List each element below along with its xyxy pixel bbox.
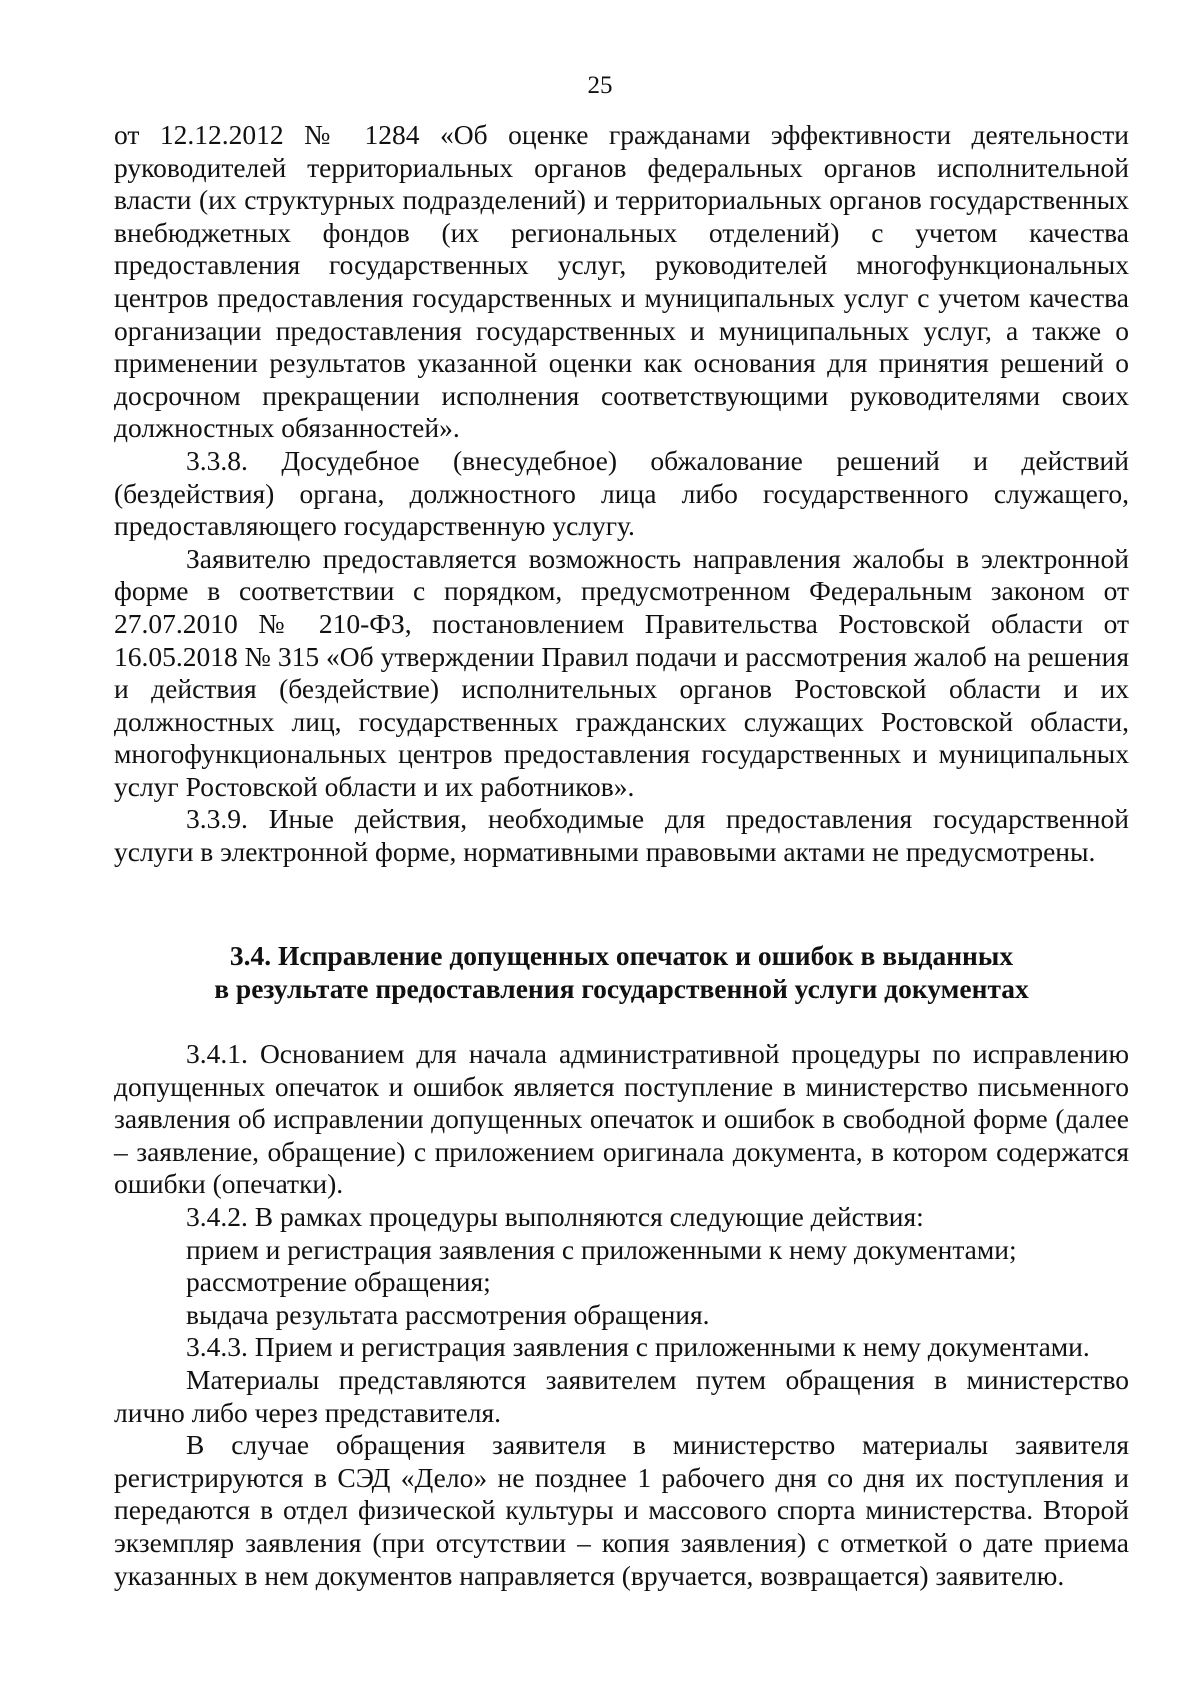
page-number: 25	[587, 72, 613, 99]
paragraph-3-4-1: 3.4.1. Основанием для начала административной процедуры по исправлению допущенных опечаток и ошибок является поступление в министерство письменного заявления об исправлении допущенных опечаток и ошибок в свободной форме (далее – заявление, обращение) с приложением оригинала документа, в котором содержатся ошибки (опечатки).	[114, 1038, 1129, 1200]
paragraph-materials: Материалы представляются заявителем путем обращения в министерство лично либо через представителя.	[114, 1363, 1129, 1428]
paragraph-complaint-electronic: Заявителю предоставляется возможность направления жалобы в электронной форме в соответствии с порядком, предусмотренном Федеральным законом от 27.07.2010 № 210-ФЗ, постановлением Правительства Ростовской области от 16.05.2018 № 315 «Об утверждении Правил подачи и рассмотрения жалоб на решения и действия (бездействие) исполнительных органов Ростовской области и их должностных лиц, государственных гражданских служащих Ростовской области, многофункциональных центров предоставления государственных и муниципальных услуг Ростовской области и их работников».	[114, 542, 1129, 802]
text-block-upper	[114, 119, 1129, 869]
section-heading-line-1: 3.4. Исправление допущенных опечаток и ошибок в выданных	[229, 940, 1014, 971]
section-heading-line-2: в результате предоставления государственной услуги документах	[214, 972, 1029, 1004]
list-item-result: выдача результата рассмотрения обращения.	[186, 1298, 710, 1330]
paragraph-3-4-3: 3.4.3. Прием и регистрация заявления с приложенными к нему документами.	[186, 1331, 1090, 1363]
paragraph-registration: В случае обращения заявителя в министерство материалы заявителя регистрируются в СЭД «Дело» не позднее 1 рабочего дня со дня их поступления и передаются в отдел физической культуры и массового спорта министерства. Второй экземпляр заявления (при отсутствии – копия заявления) с отметкой о дате приема указанных в нем документов направляется (вручается, возвращается) заявителю.	[114, 1429, 1129, 1591]
section-heading-3-4	[114, 940, 1129, 1005]
list-item-reception: прием и регистрация заявления с приложенными к нему документами;	[186, 1233, 1017, 1265]
paragraph-3-3-9: 3.3.9. Иные действия, необходимые для предоставления государственной услуги в электронной форме, нормативными правовыми актами не предусмотрены.	[114, 803, 1129, 868]
paragraph-3-4-2: 3.4.2. В рамках процедуры выполняются следующие действия:	[186, 1200, 924, 1232]
paragraph-3-3-8: 3.3.8. Досудебное (внесудебное) обжалование решений и действий (бездействия) органа, должностного лица либо государственного служащего, предоставляющего государственную услугу.	[114, 444, 1129, 542]
text-block-lower	[114, 1038, 1129, 1592]
paragraph-continuation: от 12.12.2012 № 1284 «Об оценке гражданами эффективности деятельности руководителей территориальных органов федеральных органов исполнительной власти (их структурных подразделений) и территориальных органов государственных внебюджетных фондов (их региональных отделений) с учетом качества предоставления государственных услуг, руководителей многофункциональных центров предоставления государственных и муниципальных услуг с учетом качества организации предоставления государственных и муниципальных услуг, а также о применении результатов указанной оценки как основания для принятия решений о досрочном прекращении исполнения соответствующими руководителями своих должностных обязанностей».	[114, 119, 1129, 444]
list-item-review: рассмотрение обращения;	[186, 1266, 491, 1298]
